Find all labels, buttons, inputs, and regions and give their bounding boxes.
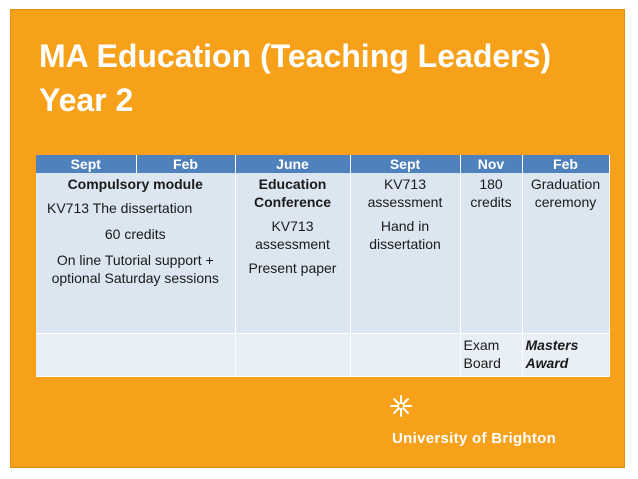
graduation-ceremony-text: Graduation ceremony	[530, 176, 601, 210]
header-sept: Sept	[36, 155, 136, 173]
university-logo	[389, 394, 599, 454]
present-paper-text: Present paper	[248, 260, 337, 276]
header-nov: Nov	[460, 155, 522, 173]
june-assessment-text: KV713 assessment	[255, 218, 330, 252]
credits-text: 60 credits	[104, 226, 166, 242]
feb-cell	[522, 173, 609, 333]
header-june: June	[235, 155, 350, 173]
empty-cell	[235, 333, 350, 376]
header-row	[36, 155, 609, 173]
exam-board-cell: Exam Board	[460, 333, 522, 376]
compulsory-module-cell	[36, 173, 235, 333]
sept-cell	[350, 173, 460, 333]
slide-title: MA Education (Teaching Leaders) Year 2	[39, 38, 552, 118]
header-feb-2: Feb	[522, 155, 609, 173]
university-name: University of Brighton	[392, 430, 557, 447]
total-credits-text: 180 credits	[470, 176, 512, 210]
dissertation-text: KV713 The dissertation	[47, 200, 193, 216]
table-row	[36, 173, 609, 333]
schedule-table	[36, 155, 610, 377]
education-conference-heading: Education Conference	[253, 176, 332, 210]
empty-cell	[36, 333, 235, 376]
compulsory-module-heading: Compulsory module	[67, 176, 203, 192]
star-burst-icon	[389, 394, 413, 418]
masters-award-cell: Masters Award	[522, 333, 609, 376]
hand-in-dissertation-text: Hand in dissertation	[369, 218, 441, 252]
tutorial-support-text: On line Tutorial support + optional Saturday sessions	[51, 252, 219, 286]
june-cell	[235, 173, 350, 333]
header-feb: Feb	[136, 155, 235, 173]
empty-cell	[350, 333, 460, 376]
nov-cell	[460, 173, 522, 333]
sept-assessment-text: KV713 assessment	[367, 176, 443, 210]
slide	[10, 9, 625, 468]
header-sept-2: Sept	[350, 155, 460, 173]
table-row	[36, 333, 609, 376]
